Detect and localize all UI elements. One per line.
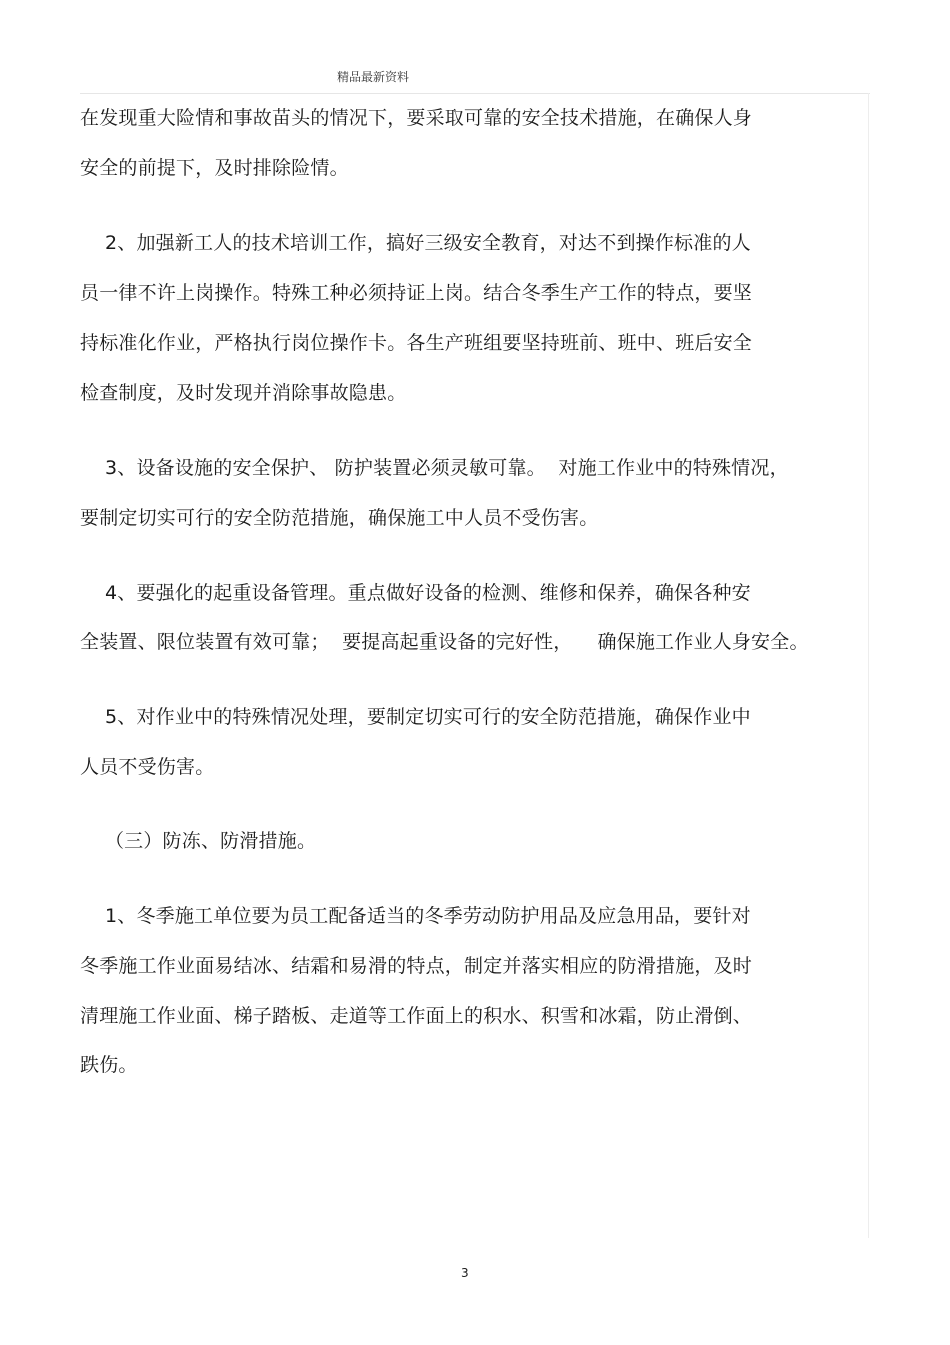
text-line: 5、对作业中的特殊情况处理，要制定切实可行的安全防范措施，确保作业中 [80,706,751,728]
header-label: 精品最新资料 [337,70,410,84]
text-line: 要制定切实可行的安全防范措施，确保施工中人员不受伤害。 [80,507,599,529]
text-line: 人员不受伤害。 [80,756,215,778]
header-divider [80,93,870,94]
text-line: 清理施工作业面、梯子踏板、走道等工作面上的积水、积雪和冰霜，防止滑倒、 [80,1005,753,1027]
text-line: 在发现重大险情和事故苗头的情况下，要采取可靠的安全技术措施，在确保人身 [80,107,753,129]
text-line: 3、设备设施的安全保护、 防护装置必须灵敏可靠。 对施工作业中的特殊情况， [80,457,789,479]
text-line: 持标准化作业，严格执行岗位操作卡。各生产班组要坚持班前、班中、班后安全 [80,332,753,354]
text-line: 2、加强新工人的技术培训工作，搞好三级安全教育，对达不到操作标准的人 [80,232,751,254]
text-line: 安全的前提下，及时排除险情。 [80,157,349,179]
text-line: 1、冬季施工单位要为员工配备适当的冬季劳动防护用品及应急用品，要针对 [80,905,751,927]
text-line: 检查制度，及时发现并消除事故隐患。 [80,382,407,404]
text-line: 跌伤。 [80,1054,138,1076]
text-line: 员一律不许上岗操作。特殊工种必须持证上岗。结合冬季生产工作的特点，要坚 [80,282,753,304]
section-heading: （三）防冻、防滑措施。 [80,830,317,852]
page-edge-divider [868,93,869,1238]
page-number: 3 [461,1266,469,1280]
text-line: 全装置、限位装置有效可靠； 要提高起重设备的完好性， 确保施工作业人身安全。 [80,631,809,653]
text-line: 冬季施工作业面易结冰、结霜和易滑的特点，制定并落实相应的防滑措施，及时 [80,955,753,977]
text-line: 4、要强化的起重设备管理。重点做好设备的检测、维修和保养，确保各种安 [80,582,751,604]
